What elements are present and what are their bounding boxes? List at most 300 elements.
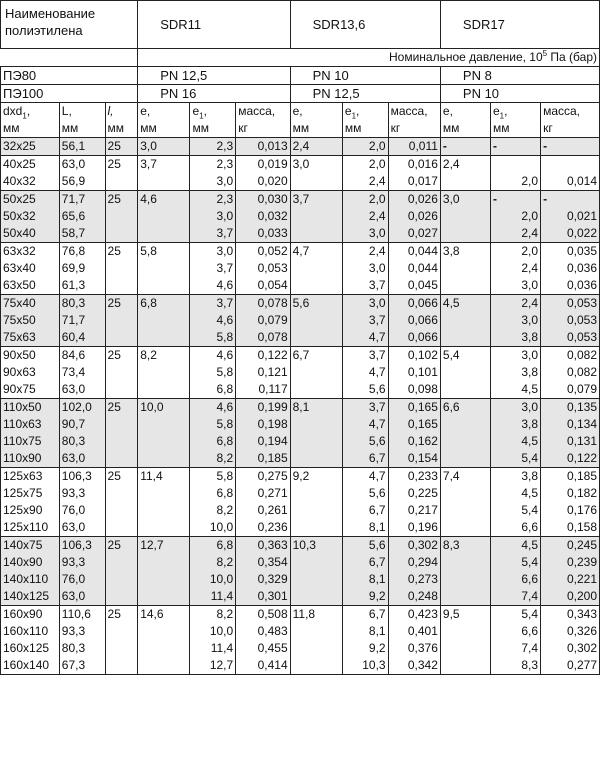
- cell-dxd1: 125x75: [1, 485, 60, 502]
- cell-dxd1: 90x63: [1, 364, 60, 381]
- cell-dxd1: 63x50: [1, 277, 60, 295]
- cell-L: 58,7: [59, 225, 105, 243]
- cell-e-sdr13-6: 10,3: [290, 537, 342, 555]
- cell-dxd1: 160x110: [1, 623, 60, 640]
- material-name-label-line1: Наименование: [5, 6, 96, 21]
- cell-l: [105, 381, 138, 399]
- size-group: [1, 138, 600, 156]
- cell-e1-sdr11: 3,0: [190, 208, 236, 225]
- cell-e1-sdr13-6: 4,7: [342, 364, 388, 381]
- cell-dxd1: 160x90: [1, 606, 60, 624]
- cell-e1-sdr13-6: 5,6: [342, 381, 388, 399]
- cell-mass-sdr17: 0,053: [541, 295, 600, 313]
- cell-e1-sdr17: 8,3: [490, 657, 540, 675]
- table-row: [1, 554, 600, 571]
- cell-mass-sdr17: 0,014: [541, 173, 600, 191]
- cell-e1-sdr11: 5,8: [190, 468, 236, 486]
- cell-e1-sdr11: 3,7: [190, 295, 236, 313]
- cell-e1-sdr13-6: 2,4: [342, 243, 388, 261]
- cell-e-sdr11: 5,8: [138, 243, 190, 261]
- pn-value: PN 8: [440, 67, 599, 85]
- table-row: [1, 450, 600, 468]
- cell-L: 80,3: [59, 640, 105, 657]
- cell-e1-sdr17: 2,0: [490, 173, 540, 191]
- cell-e-sdr11: [138, 277, 190, 295]
- cell-e1-sdr11: 6,8: [190, 381, 236, 399]
- cell-e-sdr11: [138, 571, 190, 588]
- cell-e-sdr13-6: [290, 329, 342, 347]
- cell-L: 71,7: [59, 191, 105, 209]
- table-row: [1, 468, 600, 486]
- cell-mass-sdr11: 0,414: [236, 657, 290, 675]
- cell-mass-sdr11: 0,271: [236, 485, 290, 502]
- cell-l: 25: [105, 606, 138, 624]
- cell-mass-sdr13-6: 0,066: [388, 312, 440, 329]
- size-group: [1, 347, 600, 399]
- cell-dxd1: 110x75: [1, 433, 60, 450]
- cell-e1-sdr11: 4,6: [190, 347, 236, 365]
- table-row: [1, 657, 600, 675]
- cell-l: [105, 485, 138, 502]
- cell-e-sdr17: 6,6: [440, 399, 490, 417]
- cell-L: 76,8: [59, 243, 105, 261]
- cell-L: 61,3: [59, 277, 105, 295]
- cell-mass-sdr11: 0,508: [236, 606, 290, 624]
- cell-e-sdr17: [440, 433, 490, 450]
- cell-e-sdr17: [440, 329, 490, 347]
- table-row: [1, 399, 600, 417]
- cell-e-sdr13-6: 3,7: [290, 191, 342, 209]
- cell-e1-sdr13-6: 2,4: [342, 173, 388, 191]
- cell-e-sdr13-6: [290, 519, 342, 537]
- cell-dxd1: 75x50: [1, 312, 60, 329]
- cell-e-sdr11: [138, 623, 190, 640]
- size-group: [1, 243, 600, 295]
- cell-e-sdr17: 5,4: [440, 347, 490, 365]
- cell-mass-sdr17: 0,185: [541, 468, 600, 486]
- cell-e-sdr13-6: [290, 364, 342, 381]
- cell-e-sdr13-6: [290, 433, 342, 450]
- pn-value: PN 16: [138, 85, 290, 103]
- cell-l: [105, 173, 138, 191]
- table-row: [1, 277, 600, 295]
- cell-dxd1: 110x90: [1, 450, 60, 468]
- cell-e1-sdr11: 6,8: [190, 433, 236, 450]
- cell-mass-sdr11: 0,354: [236, 554, 290, 571]
- cell-L: 71,7: [59, 312, 105, 329]
- cell-e-sdr17: 8,3: [440, 537, 490, 555]
- cell-mass-sdr11: 0,194: [236, 433, 290, 450]
- cell-mass-sdr11: 0,019: [236, 156, 290, 174]
- sdr13-6-header: SDR13,6: [290, 1, 440, 49]
- cell-l: [105, 623, 138, 640]
- size-group: [1, 468, 600, 537]
- cell-dxd1: 140x110: [1, 571, 60, 588]
- cell-e-sdr11: [138, 329, 190, 347]
- cell-L: 63,0: [59, 519, 105, 537]
- cell-mass-sdr13-6: 0,066: [388, 295, 440, 313]
- cell-e1-sdr17: 4,5: [490, 485, 540, 502]
- cell-mass-sdr11: 0,053: [236, 260, 290, 277]
- cell-l: [105, 312, 138, 329]
- cell-mass-sdr13-6: 0,044: [388, 243, 440, 261]
- table-row: [1, 156, 600, 174]
- cell-e-sdr17: 9,5: [440, 606, 490, 624]
- cell-dxd1: 40x25: [1, 156, 60, 174]
- table-row: [1, 329, 600, 347]
- cell-mass-sdr11: 0,329: [236, 571, 290, 588]
- cell-e-sdr13-6: [290, 450, 342, 468]
- cell-e-sdr17: [440, 588, 490, 606]
- cell-mass-sdr13-6: 0,248: [388, 588, 440, 606]
- cell-e1-sdr11: 10,0: [190, 623, 236, 640]
- sdr17-header: SDR17: [440, 1, 599, 49]
- cell-mass-sdr13-6: 0,196: [388, 519, 440, 537]
- col-mass-sdr17: масса, кг: [541, 103, 600, 138]
- cell-e-sdr17: [440, 277, 490, 295]
- pressure-rows: [1, 67, 600, 103]
- cell-mass-sdr11: 0,275: [236, 468, 290, 486]
- cell-e1-sdr11: 2,3: [190, 138, 236, 156]
- cell-e1-sdr17: -: [490, 191, 540, 209]
- cell-e1-sdr11: 5,8: [190, 329, 236, 347]
- cell-L: 65,6: [59, 208, 105, 225]
- cell-e1-sdr17: 2,0: [490, 208, 540, 225]
- cell-e-sdr11: 3,7: [138, 156, 190, 174]
- pn-value: PN 10: [440, 85, 599, 103]
- cell-l: 25: [105, 156, 138, 174]
- cell-dxd1: 40x32: [1, 173, 60, 191]
- cell-e-sdr17: [440, 657, 490, 675]
- cell-L: 76,0: [59, 502, 105, 519]
- cell-e1-sdr11: 10,0: [190, 571, 236, 588]
- size-group: [1, 191, 600, 243]
- cell-e1-sdr13-6: 10,3: [342, 657, 388, 675]
- cell-l: 25: [105, 138, 138, 156]
- cell-l: 25: [105, 191, 138, 209]
- cell-e-sdr17: 4,5: [440, 295, 490, 313]
- note-suffix: Па (бар): [547, 50, 597, 64]
- cell-e1-sdr11: 11,4: [190, 640, 236, 657]
- cell-mass-sdr17: -: [541, 191, 600, 209]
- cell-mass-sdr11: 0,052: [236, 243, 290, 261]
- cell-e1-sdr17: 3,0: [490, 312, 540, 329]
- cell-e1-sdr13-6: 2,4: [342, 208, 388, 225]
- cell-e1-sdr17: 2,0: [490, 243, 540, 261]
- cell-e1-sdr11: 3,0: [190, 173, 236, 191]
- table-row: [1, 173, 600, 191]
- col-mass-sdr13-6: масса, кг: [388, 103, 440, 138]
- cell-mass-sdr17: 0,053: [541, 312, 600, 329]
- cell-e1-sdr17: 4,5: [490, 433, 540, 450]
- cell-e-sdr13-6: 4,7: [290, 243, 342, 261]
- cell-L: 76,0: [59, 571, 105, 588]
- cell-e1-sdr13-6: 8,1: [342, 571, 388, 588]
- cell-e-sdr11: [138, 208, 190, 225]
- cell-e1-sdr17: 2,4: [490, 225, 540, 243]
- cell-mass-sdr13-6: 0,217: [388, 502, 440, 519]
- table-row: [1, 381, 600, 399]
- table-row: [1, 295, 600, 313]
- cell-mass-sdr13-6: 0,098: [388, 381, 440, 399]
- cell-mass-sdr17: 0,131: [541, 433, 600, 450]
- cell-mass-sdr13-6: 0,044: [388, 260, 440, 277]
- cell-mass-sdr17: 0,122: [541, 450, 600, 468]
- cell-e-sdr17: [440, 554, 490, 571]
- cell-e1-sdr17: 5,4: [490, 502, 540, 519]
- cell-e-sdr11: [138, 260, 190, 277]
- cell-e-sdr13-6: 6,7: [290, 347, 342, 365]
- cell-e-sdr11: [138, 433, 190, 450]
- cell-e1-sdr17: 6,6: [490, 571, 540, 588]
- cell-mass-sdr13-6: 0,154: [388, 450, 440, 468]
- cell-l: [105, 450, 138, 468]
- cell-e-sdr11: [138, 502, 190, 519]
- cell-e-sdr17: [440, 416, 490, 433]
- cell-L: 84,6: [59, 347, 105, 365]
- cell-L: 73,4: [59, 364, 105, 381]
- cell-dxd1: 125x90: [1, 502, 60, 519]
- cell-l: [105, 554, 138, 571]
- table-row: [1, 208, 600, 225]
- col-l: l, мм: [105, 103, 138, 138]
- cell-mass-sdr11: 0,020: [236, 173, 290, 191]
- cell-l: [105, 657, 138, 675]
- note-exponent: 5: [542, 49, 548, 58]
- cell-e-sdr13-6: [290, 277, 342, 295]
- cell-e-sdr13-6: [290, 554, 342, 571]
- cell-dxd1: 90x50: [1, 347, 60, 365]
- cell-e1-sdr13-6: 9,2: [342, 640, 388, 657]
- cell-dxd1: 125x63: [1, 468, 60, 486]
- cell-e1-sdr11: 12,7: [190, 657, 236, 675]
- cell-mass-sdr13-6: 0,101: [388, 364, 440, 381]
- table-row: [1, 640, 600, 657]
- table-row: [1, 537, 600, 555]
- cell-dxd1: 110x50: [1, 399, 60, 417]
- cell-e-sdr17: 2,4: [440, 156, 490, 174]
- table-row: [1, 485, 600, 502]
- cell-mass-sdr17: 0,245: [541, 537, 600, 555]
- cell-e1-sdr13-6: 3,0: [342, 260, 388, 277]
- cell-e1-sdr13-6: 4,7: [342, 416, 388, 433]
- cell-L: 80,3: [59, 295, 105, 313]
- cell-mass-sdr13-6: 0,302: [388, 537, 440, 555]
- table-row: [1, 260, 600, 277]
- cell-e-sdr11: 12,7: [138, 537, 190, 555]
- cell-e-sdr13-6: [290, 416, 342, 433]
- cell-L: 93,3: [59, 485, 105, 502]
- col-e-sdr11: e, мм: [138, 103, 190, 138]
- cell-dxd1: 32x25: [1, 138, 60, 156]
- cell-e-sdr11: [138, 657, 190, 675]
- cell-e1-sdr11: 11,4: [190, 588, 236, 606]
- cell-mass-sdr17: 0,036: [541, 260, 600, 277]
- table-row: [1, 312, 600, 329]
- cell-mass-sdr17: 0,176: [541, 502, 600, 519]
- cell-e1-sdr17: [490, 156, 540, 174]
- cell-e-sdr11: [138, 364, 190, 381]
- cell-L: 67,3: [59, 657, 105, 675]
- cell-mass-sdr11: 0,078: [236, 329, 290, 347]
- cell-dxd1: 50x40: [1, 225, 60, 243]
- cell-l: 25: [105, 399, 138, 417]
- cell-mass-sdr17: 0,022: [541, 225, 600, 243]
- cell-mass-sdr13-6: 0,273: [388, 571, 440, 588]
- cell-e-sdr11: [138, 312, 190, 329]
- cell-l: [105, 571, 138, 588]
- cell-mass-sdr11: 0,198: [236, 416, 290, 433]
- cell-e1-sdr17: 3,0: [490, 277, 540, 295]
- cell-e1-sdr13-6: 2,0: [342, 138, 388, 156]
- note-prefix: Номинальное давление, 10: [389, 50, 543, 64]
- cell-L: 106,3: [59, 468, 105, 486]
- cell-L: 56,1: [59, 138, 105, 156]
- cell-mass-sdr11: 0,030: [236, 191, 290, 209]
- cell-e-sdr13-6: [290, 173, 342, 191]
- cell-mass-sdr13-6: 0,401: [388, 623, 440, 640]
- cell-e-sdr11: [138, 450, 190, 468]
- column-headers: [1, 103, 600, 138]
- cell-mass-sdr13-6: 0,423: [388, 606, 440, 624]
- cell-l: 25: [105, 468, 138, 486]
- cell-l: 25: [105, 537, 138, 555]
- cell-dxd1: 125x110: [1, 519, 60, 537]
- cell-mass-sdr17: 0,079: [541, 381, 600, 399]
- table-row: [1, 364, 600, 381]
- pressure-row: [1, 67, 600, 85]
- cell-e1-sdr13-6: 9,2: [342, 588, 388, 606]
- cell-mass-sdr13-6: 0,045: [388, 277, 440, 295]
- cell-e1-sdr13-6: 8,1: [342, 623, 388, 640]
- cell-e1-sdr11: 3,7: [190, 225, 236, 243]
- cell-e-sdr17: -: [440, 138, 490, 156]
- cell-dxd1: 75x40: [1, 295, 60, 313]
- cell-e1-sdr11: 2,3: [190, 156, 236, 174]
- table-row: [1, 138, 600, 156]
- cell-dxd1: 50x32: [1, 208, 60, 225]
- cell-mass-sdr17: 0,021: [541, 208, 600, 225]
- material-name: ПЭ100: [1, 85, 138, 103]
- cell-e-sdr17: 3,8: [440, 243, 490, 261]
- cell-e-sdr11: 3,0: [138, 138, 190, 156]
- cell-l: [105, 225, 138, 243]
- cell-mass-sdr11: 0,121: [236, 364, 290, 381]
- cell-dxd1: 63x32: [1, 243, 60, 261]
- cell-e1-sdr17: 3,0: [490, 347, 540, 365]
- cell-dxd1: 50x25: [1, 191, 60, 209]
- cell-L: 102,0: [59, 399, 105, 417]
- cell-mass-sdr17: 0,182: [541, 485, 600, 502]
- cell-mass-sdr11: 0,033: [236, 225, 290, 243]
- cell-e-sdr17: [440, 519, 490, 537]
- cell-dxd1: 63x40: [1, 260, 60, 277]
- cell-e1-sdr11: 8,2: [190, 606, 236, 624]
- cell-l: 25: [105, 295, 138, 313]
- col-mass-sdr11: масса, кг: [236, 103, 290, 138]
- cell-e1-sdr17: 3,0: [490, 399, 540, 417]
- sdr11-header: SDR11: [138, 1, 290, 49]
- cell-mass-sdr13-6: 0,011: [388, 138, 440, 156]
- cell-e1-sdr13-6: 4,7: [342, 468, 388, 486]
- size-group: [1, 295, 600, 347]
- cell-e-sdr17: [440, 571, 490, 588]
- cell-e-sdr17: [440, 208, 490, 225]
- cell-l: [105, 260, 138, 277]
- table-row: [1, 243, 600, 261]
- cell-l: 25: [105, 243, 138, 261]
- cell-L: 106,3: [59, 537, 105, 555]
- cell-mass-sdr17: 0,343: [541, 606, 600, 624]
- cell-l: [105, 416, 138, 433]
- col-e1-sdr11: $e_1$, мм: [190, 103, 236, 138]
- cell-L: 69,9: [59, 260, 105, 277]
- cell-e1-sdr13-6: 3,7: [342, 277, 388, 295]
- cell-e-sdr13-6: [290, 657, 342, 675]
- cell-e1-sdr13-6: 6,7: [342, 606, 388, 624]
- cell-e-sdr11: [138, 225, 190, 243]
- cell-mass-sdr13-6: 0,342: [388, 657, 440, 675]
- cell-e1-sdr13-6: 5,6: [342, 485, 388, 502]
- cell-dxd1: 110x63: [1, 416, 60, 433]
- cell-mass-sdr13-6: 0,066: [388, 329, 440, 347]
- pn-value: PN 10: [290, 67, 440, 85]
- cell-l: [105, 329, 138, 347]
- cell-e1-sdr17: 5,4: [490, 554, 540, 571]
- cell-e1-sdr11: 4,6: [190, 312, 236, 329]
- cell-mass-sdr17: 0,053: [541, 329, 600, 347]
- cell-l: [105, 433, 138, 450]
- cell-e-sdr13-6: [290, 485, 342, 502]
- cell-L: 63,0: [59, 588, 105, 606]
- cell-L: 63,0: [59, 156, 105, 174]
- cell-mass-sdr13-6: 0,017: [388, 173, 440, 191]
- cell-e1-sdr13-6: 3,7: [342, 347, 388, 365]
- cell-mass-sdr11: 0,185: [236, 450, 290, 468]
- pressure-row: [1, 85, 600, 103]
- size-group: [1, 606, 600, 675]
- cell-mass-sdr11: 0,054: [236, 277, 290, 295]
- cell-e1-sdr11: 3,7: [190, 260, 236, 277]
- cell-mass-sdr13-6: 0,027: [388, 225, 440, 243]
- cell-e1-sdr11: 5,8: [190, 416, 236, 433]
- cell-dxd1: 160x125: [1, 640, 60, 657]
- cell-L: 63,0: [59, 381, 105, 399]
- cell-e1-sdr17: 7,4: [490, 640, 540, 657]
- cell-dxd1: 140x90: [1, 554, 60, 571]
- cell-e-sdr13-6: [290, 260, 342, 277]
- cell-e-sdr11: 11,4: [138, 468, 190, 486]
- cell-mass-sdr17: 0,082: [541, 364, 600, 381]
- cell-e-sdr11: [138, 519, 190, 537]
- cell-e1-sdr13-6: 3,0: [342, 225, 388, 243]
- table-row: [1, 225, 600, 243]
- cell-mass-sdr17: 0,221: [541, 571, 600, 588]
- cell-mass-sdr13-6: 0,294: [388, 554, 440, 571]
- col-e1-sdr17: $e_1$, мм: [490, 103, 540, 138]
- cell-e-sdr17: [440, 225, 490, 243]
- cell-L: 60,4: [59, 329, 105, 347]
- cell-mass-sdr11: 0,261: [236, 502, 290, 519]
- cell-L: 93,3: [59, 554, 105, 571]
- cell-e-sdr11: [138, 416, 190, 433]
- note-spacer: [1, 49, 138, 67]
- cell-l: [105, 502, 138, 519]
- col-e-sdr13-6: e, мм: [290, 103, 342, 138]
- cell-mass-sdr11: 0,363: [236, 537, 290, 555]
- cell-e1-sdr17: 4,5: [490, 537, 540, 555]
- cell-e-sdr13-6: 5,6: [290, 295, 342, 313]
